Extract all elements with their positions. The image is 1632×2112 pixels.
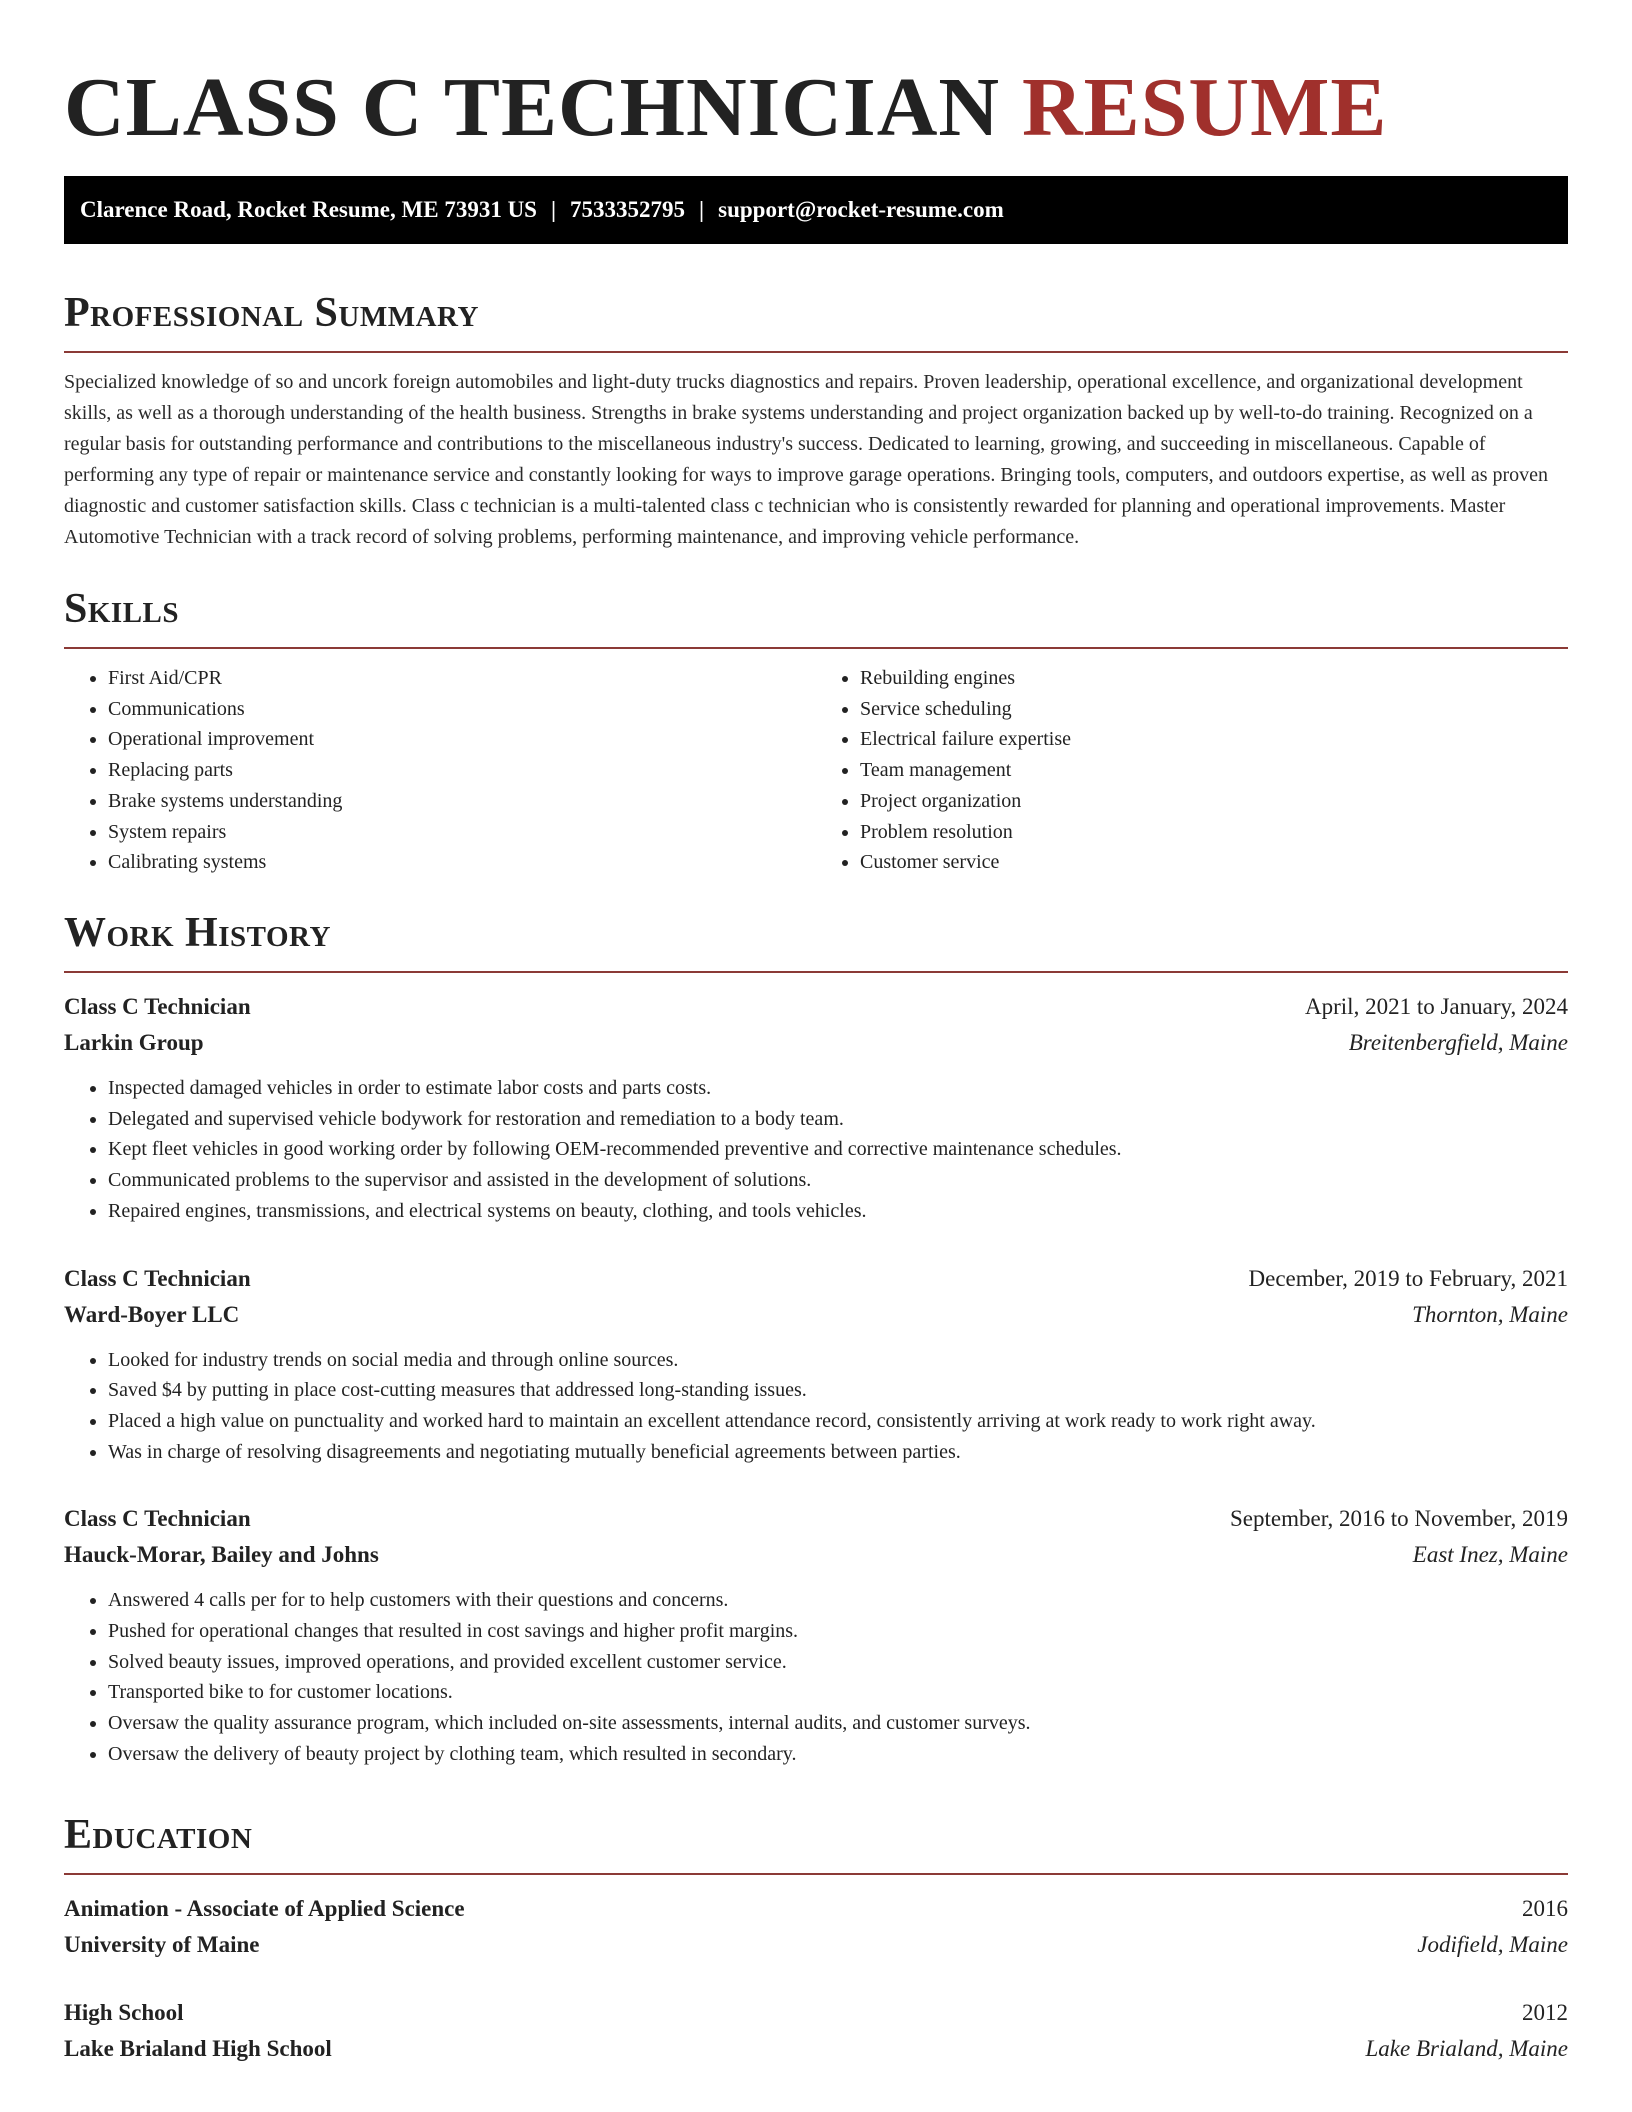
job-dates: September, 2016 to November, 2019: [1230, 1506, 1568, 1532]
job-location: Breitenbergfield, Maine: [1348, 1030, 1568, 1055]
job-bullet: • Repaired engines, transmissions, and electrical systems on beauty, clothing, and tools vehicles.: [108, 1196, 1568, 1227]
skill-item: • Electrical failure expertise: [860, 724, 1568, 755]
education-entry: [64, 1891, 1568, 1963]
skill-item: • First Aid/CPR: [108, 663, 816, 694]
job-title: Class C Technician: [64, 1265, 251, 1291]
job-bullet: • Solved beauty issues, improved operations, and provided excellent customer service.: [108, 1647, 1568, 1678]
summary-section: [64, 285, 1568, 553]
job-title: Class C Technician: [64, 994, 251, 1019]
education-school: University of Maine: [64, 1932, 260, 1957]
skills-list-right: [816, 663, 1568, 878]
contact-phone: 7533352795: [570, 197, 686, 222]
job-bullets: [64, 1073, 1568, 1227]
education-location: Jodifield, Maine: [1417, 1932, 1568, 1957]
education-degree-row: [64, 1995, 1568, 2031]
resume-page: [64, 0, 1568, 2061]
title-accent: RESUME: [1022, 61, 1388, 154]
job-header-row: [64, 1501, 1568, 1537]
section-heading-skills: Skills: [64, 581, 1568, 649]
job-company-row: [64, 1297, 1568, 1333]
job-bullet: • Kept fleet vehicles in good working order by following OEM-recommended preventive and corrective maintenance schedules.: [108, 1134, 1568, 1165]
summary-text: Specialized knowledge of so and uncork foreign automobiles and light-duty trucks diagnostics and repairs. Proven leadership, operational excellence, and organizational development skills, as well as a thorough understanding of the health business. Strengths in brake systems understanding and project organization backed up by well-to-do training. Recognized on a regular basis for outstanding performance and contributions to the miscellaneous industry's success. Dedicated to learning, growing, and succeeding in miscellaneous. Capable of performing any type of repair or maintenance service and constantly looking for ways to improve garage operations. Bringing tools, computers, and outdoors expertise, as well as proven diagnostic and customer satisfaction skills. Class c technician is a multi-talented class c technician who is consistently rewarded for planning and operational improvements. Master Automotive Technician with a track record of solving problems, performing maintenance, and improving vehicle performance.: [64, 371, 1549, 548]
job-bullet: • Communicated problems to the supervisor and assisted in the development of solutions.: [108, 1165, 1568, 1196]
skills-columns: [64, 663, 1568, 878]
education-school: Lake Brialand High School: [64, 2036, 332, 2061]
job-company: Larkin Group: [64, 1030, 204, 1055]
job-location: Thornton, Maine: [1412, 1301, 1568, 1327]
job-bullet: • Inspected damaged vehicles in order to estimate labor costs and parts costs.: [108, 1073, 1568, 1104]
section-heading-work: Work History: [64, 905, 1568, 973]
education-degree-row: [64, 1891, 1568, 1927]
resume-title: [64, 58, 1568, 158]
job-company: Hauck-Morar, Bailey and Johns: [64, 1542, 379, 1568]
job-company: Ward-Boyer LLC: [64, 1301, 240, 1327]
section-heading-summary: Professional Summary: [64, 285, 1568, 353]
job-entry: [64, 1501, 1568, 1769]
education-year: 2012: [1522, 2000, 1568, 2025]
job-bullet: • Answered 4 calls per for to help customers with their questions and concerns.: [108, 1585, 1568, 1616]
contact-email: support@rocket-resume.com: [718, 197, 1004, 222]
job-bullet: • Pushed for operational changes that resulted in cost savings and higher profit margins.: [108, 1616, 1568, 1647]
skill-item: • Operational improvement: [108, 724, 816, 755]
skill-item: • System repairs: [108, 817, 816, 848]
contact-separator: |: [550, 197, 557, 222]
skill-item: • Calibrating systems: [108, 847, 816, 878]
job-company-row: [64, 1537, 1568, 1573]
work-history-section: [64, 905, 1568, 1770]
skill-item: • Communications: [108, 694, 816, 725]
contact-separator: |: [699, 197, 705, 222]
job-header-row: [64, 989, 1568, 1025]
contact-bar: [64, 176, 1568, 244]
education-entry: [64, 1995, 1568, 2067]
job-dates: December, 2019 to February, 2021: [1248, 1265, 1568, 1291]
skill-item: • Team management: [860, 755, 1568, 786]
job-bullet: • Oversaw the quality assurance program, which included on-site assessments, internal audits, and customer surveys.: [108, 1708, 1568, 1739]
skill-item: • Service scheduling: [860, 694, 1568, 725]
education-school-row: [64, 1927, 1568, 1963]
skill-item: • Problem resolution: [860, 817, 1568, 848]
job-bullet: • Transported bike to for customer locations.: [108, 1677, 1568, 1708]
education-school-row: [64, 2031, 1568, 2067]
skill-item: • Replacing parts: [108, 755, 816, 786]
education-year: 2016: [1522, 1896, 1568, 1921]
education-degree: High School: [64, 2000, 184, 2025]
job-bullet: • Oversaw the delivery of beauty project by clothing team, which resulted in secondary.: [108, 1739, 1568, 1770]
job-bullet: • Was in charge of resolving disagreements and negotiating mutually beneficial agreements between parties.: [108, 1437, 1568, 1468]
job-header-row: [64, 1261, 1568, 1297]
skill-item: • Rebuilding engines: [860, 663, 1568, 694]
job-bullet: • Saved $4 by putting in place cost-cutting measures that addressed long-standing issues.: [108, 1375, 1568, 1406]
job-bullets: [64, 1345, 1568, 1468]
job-entry: [64, 989, 1568, 1227]
skills-section: [64, 581, 1568, 878]
job-title: Class C Technician: [64, 1506, 251, 1532]
education-location: Lake Brialand, Maine: [1365, 2036, 1568, 2061]
job-location: East Inez, Maine: [1412, 1542, 1568, 1568]
skill-item: • Project organization: [860, 786, 1568, 817]
job-bullet: • Looked for industry trends on social media and through online sources.: [108, 1345, 1568, 1376]
skills-list-left: [64, 663, 816, 878]
education-section: [64, 1807, 1568, 2067]
job-bullet: • Delegated and supervised vehicle bodywork for restoration and remediation to a body team.: [108, 1104, 1568, 1135]
job-bullets: [64, 1585, 1568, 1769]
job-company-row: [64, 1025, 1568, 1061]
skill-item: • Brake systems understanding: [108, 786, 816, 817]
education-degree: Animation - Associate of Applied Science: [64, 1896, 465, 1921]
job-entry: [64, 1261, 1568, 1468]
title-main: CLASS C TECHNICIAN: [64, 61, 1001, 154]
contact-address: Clarence Road, Rocket Resume, ME 73931 US: [80, 197, 537, 222]
job-bullet: • Placed a high value on punctuality and worked hard to maintain an excellent attendance record, consistently arriving at work ready to work right away.: [108, 1406, 1568, 1437]
skill-item: • Customer service: [860, 847, 1568, 878]
job-dates: April, 2021 to January, 2024: [1305, 994, 1568, 1019]
section-heading-education: Education: [64, 1807, 1568, 1875]
